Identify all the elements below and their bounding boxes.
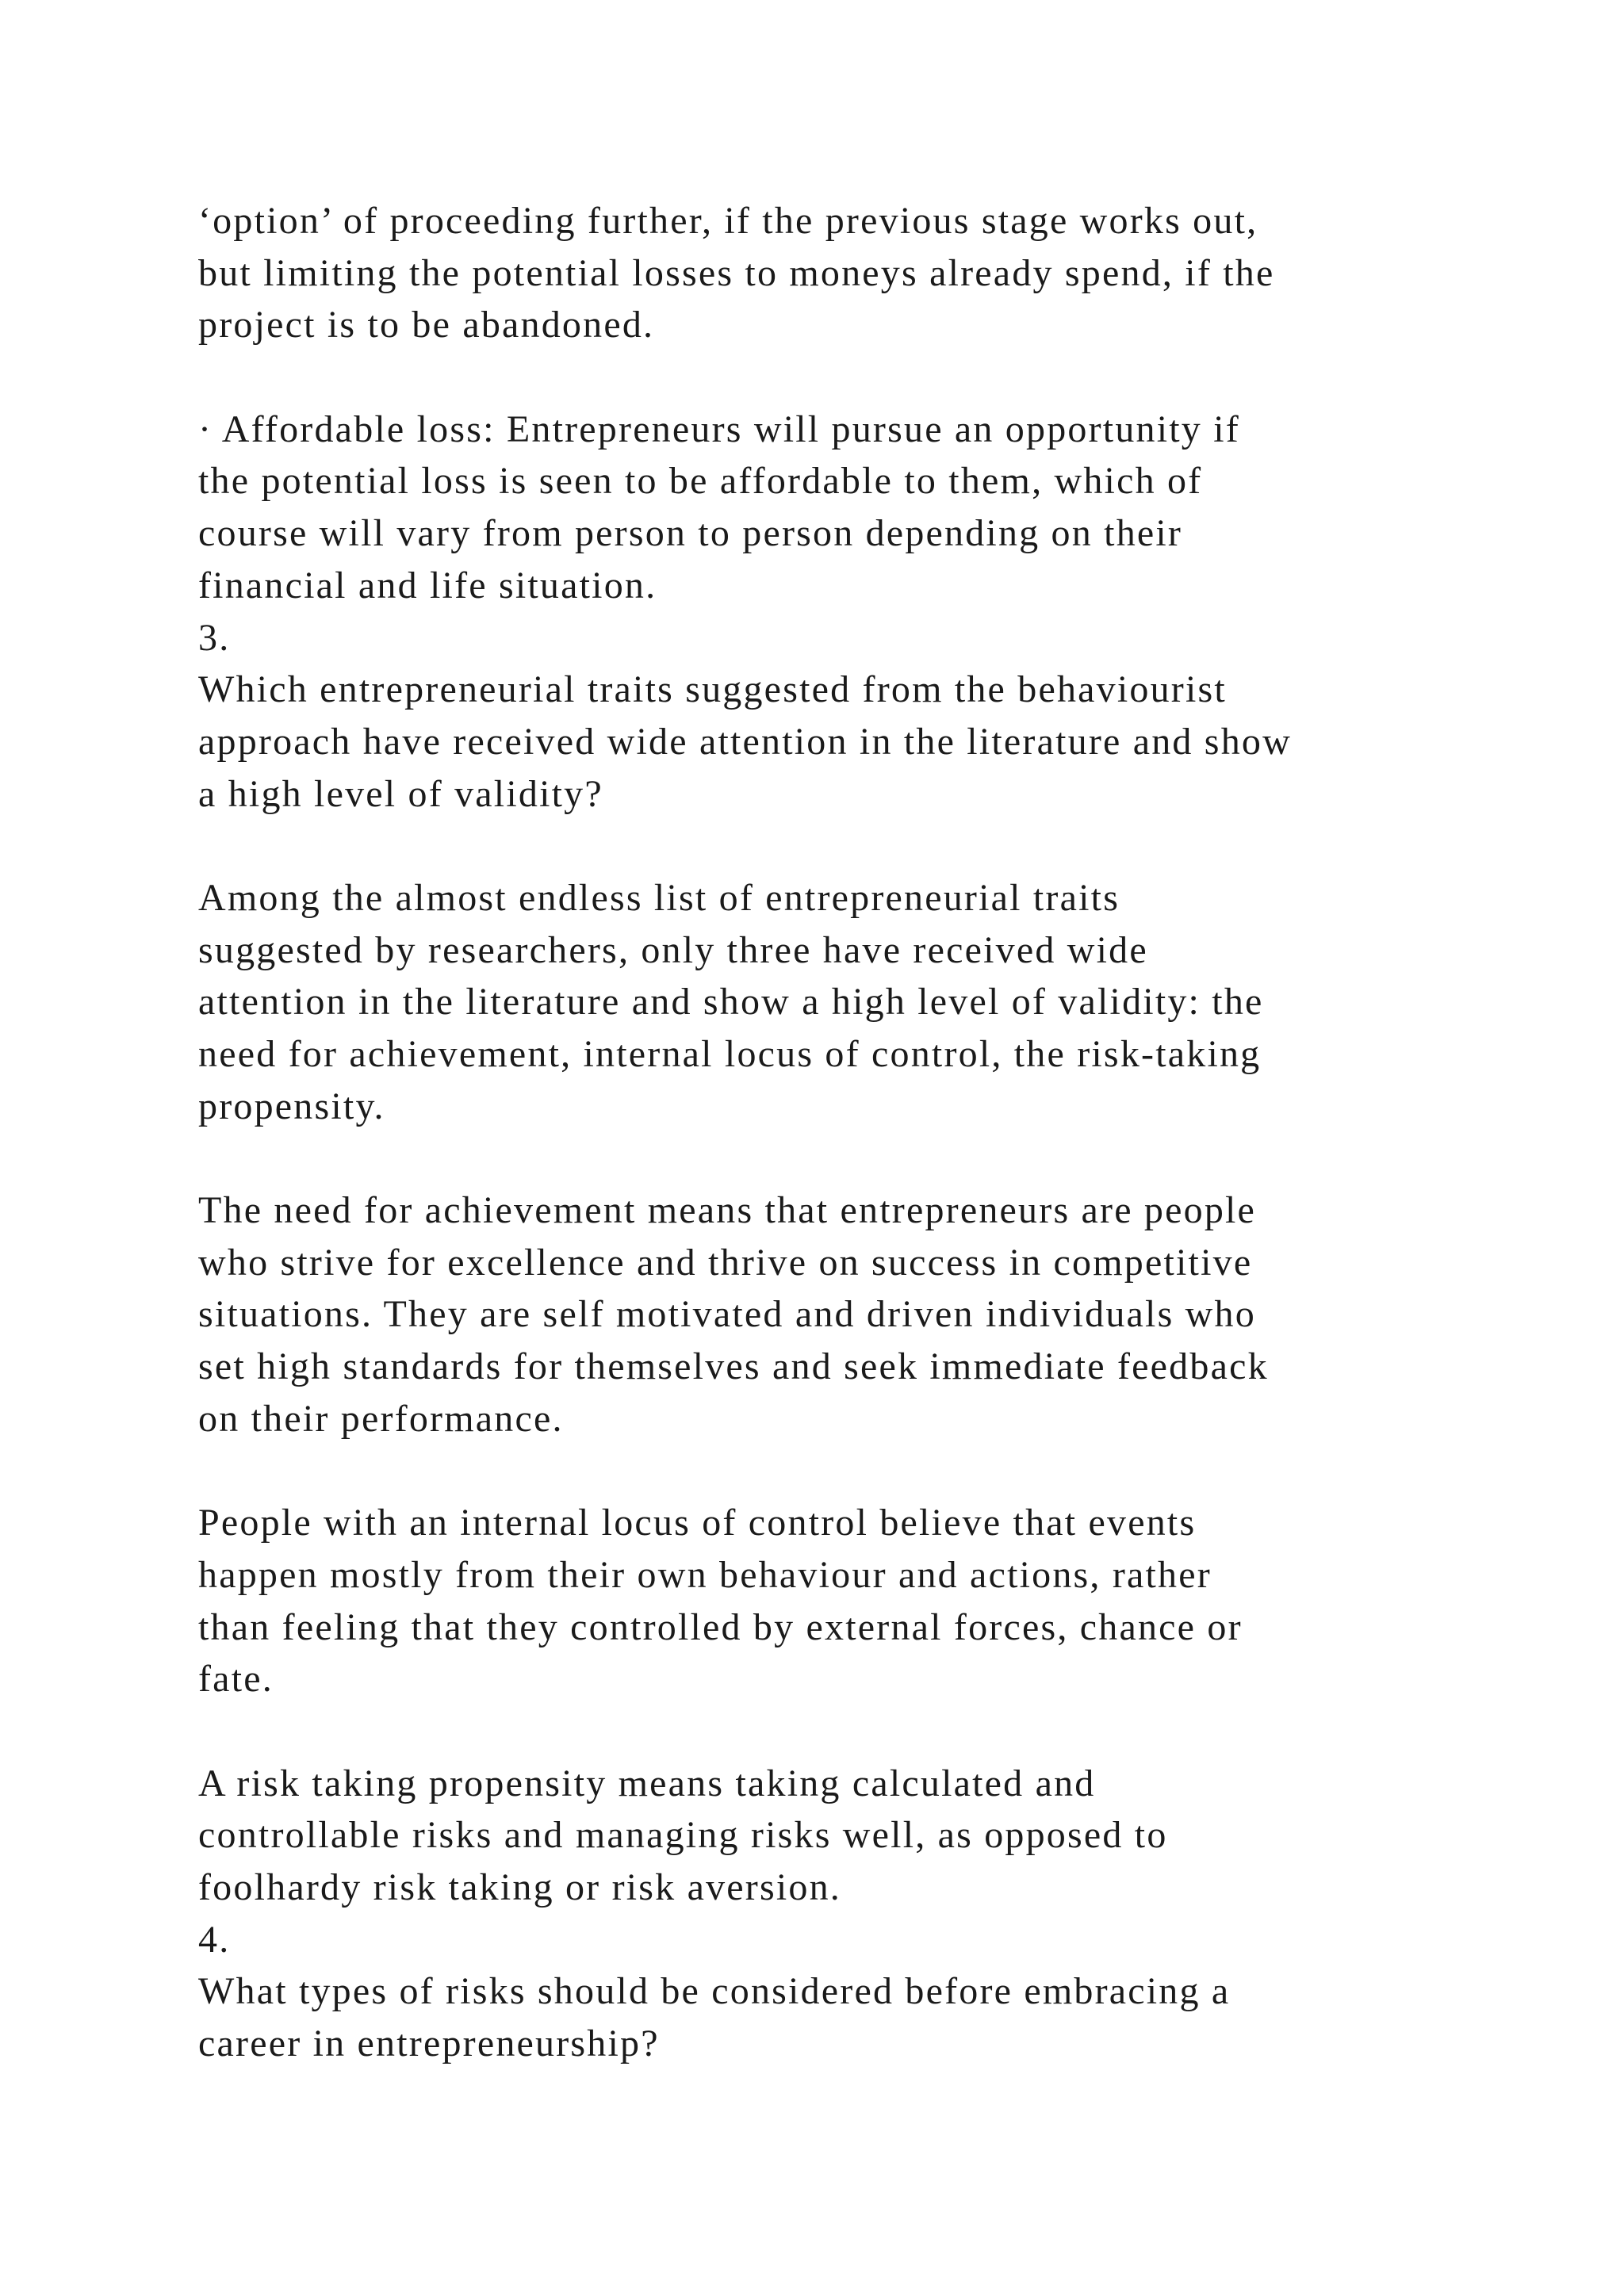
question-number: 4. (198, 1918, 231, 1961)
text-line: suggested by researchers, only three have received wide (198, 928, 1148, 971)
blank-line (198, 820, 1546, 872)
question-text: What types of risks should be considered before embracing a (198, 1970, 1231, 2013)
document-page (198, 195, 1546, 2070)
blank-line (198, 1132, 1546, 1184)
blank-line (198, 1705, 1546, 1758)
blank-line (198, 1445, 1546, 1498)
text-line: Among the almost endless list of entrepreneurial traits (198, 876, 1120, 919)
text-line: happen mostly from their own behaviour and actions, rather (198, 1553, 1212, 1596)
question-number: 3. (198, 616, 231, 659)
question-text: approach have received wide attention in the literature and show (198, 720, 1292, 763)
text-line: The need for achievement means that entrepreneurs are people (198, 1189, 1257, 1232)
text-line: project is to be abandoned. (198, 304, 655, 346)
text-line: ‘option’ of proceeding further, if the previous stage works out, (198, 200, 1258, 242)
text-line: · Affordable loss: Entrepreneurs will pursue an opportunity if (198, 408, 1240, 450)
text-line: fate. (198, 1658, 274, 1701)
text-line: controllable risks and managing risks well, as opposed to (198, 1814, 1168, 1857)
text-line: situations. They are self motivated and driven individuals who (198, 1293, 1256, 1336)
question-text: Which entrepreneurial traits suggested from the behaviourist (198, 668, 1227, 711)
text-line: who strive for excellence and thrive on success in competitive (198, 1241, 1253, 1284)
text-line: People with an internal locus of control believe that events (198, 1502, 1197, 1544)
text-line: need for achievement, internal locus of control, the risk-taking (198, 1033, 1262, 1075)
question-text: career in entrepreneurship? (198, 2022, 660, 2065)
text-line: set high standards for themselves and seek immediate feedback (198, 1345, 1269, 1388)
text-line: A risk taking propensity means taking calculated and (198, 1762, 1096, 1804)
text-line: financial and life situation. (198, 564, 657, 607)
text-line: foolhardy risk taking or risk aversion. (198, 1866, 841, 1908)
text-line: the potential loss is seen to be affordable to them, which of (198, 460, 1203, 503)
text-line: propensity. (198, 1085, 385, 1127)
text-line: than feeling that they controlled by external forces, chance or (198, 1605, 1243, 1648)
question-text: a high level of validity? (198, 772, 603, 815)
blank-line (198, 351, 1546, 404)
text-line: course will vary from person to person depending on their (198, 512, 1183, 555)
text-line: attention in the literature and show a high level of validity: the (198, 981, 1264, 1024)
text-line: on their performance. (198, 1397, 564, 1440)
text-line: but limiting the potential losses to moneys already spend, if the (198, 251, 1275, 294)
